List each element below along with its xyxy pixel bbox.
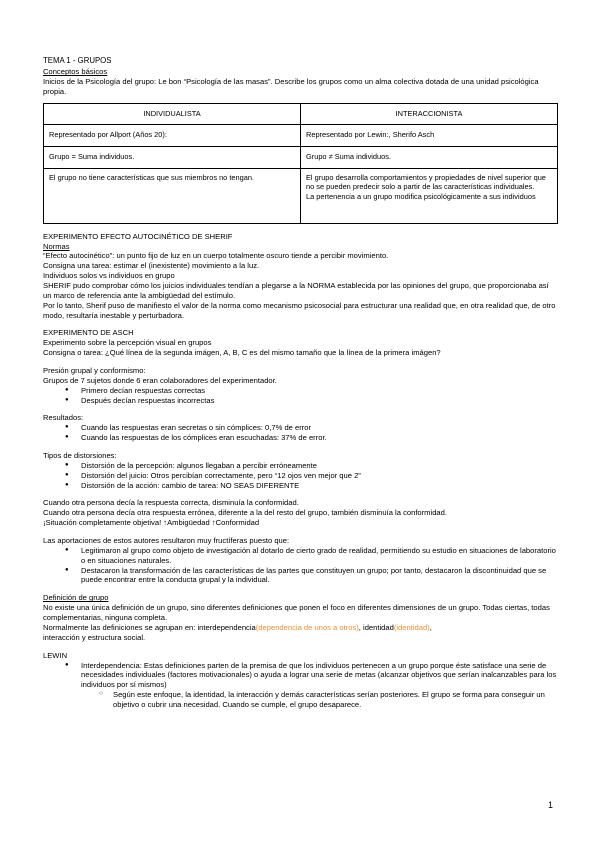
table-cell: El grupo desarrolla comportamientos y propiedades de nivel superior que no se pueden predecir solo a partir de las características individuales. La pertenencia a un grupo modifica psicológicamente a sus individuos (301, 168, 558, 223)
definicion-text2 (43, 623, 558, 633)
document-page (43, 56, 558, 710)
conceptos-text: Inicios de la Psicología del grupo: Le bon “Psicología de las masas”. Describe los grupos como un alma colectiva dotada de una unidad psicológica propia. (43, 76, 539, 96)
table-cell: El grupo no tiene características que sus miembros no tengan. (44, 168, 301, 223)
list-item: ● Legitimaron al grupo como objeto de investigación al dotarlo de cierto grado de realidad, permitiendo su estudio en situaciones de laboratorio o en situaciones naturales. (81, 546, 558, 566)
list-item: ● Después decían respuestas incorrectas (81, 396, 558, 406)
presion-heading: Presión grupal y conformismo: (43, 366, 146, 376)
resultados-list (43, 423, 558, 443)
definicion-text3: interacción y estructura social. (43, 632, 146, 642)
list-item: ● Distorsión de la percepción: algunos llegaban a percibir erróneamente (81, 461, 558, 471)
conclusion-line: ¡Situación completamente objetiva! ↑Ambigüedad ↑Conformidad (43, 518, 260, 528)
list-item: ● Distorsión de la acción: cambio de tarea: NO SEAS DIFERENTE (81, 481, 558, 491)
definicion-text2-c: , identidad (358, 622, 394, 632)
list-item: ● Distorsión del juicio: Otros percibían correctamente, pero “12 ojos ven mejor que 2” (81, 471, 558, 481)
asch-line: Consigna o tarea: ¿Qué línea de la segunda imágen, A, B, C es del mismo tamaño que la línea de la primera imágen? (43, 348, 441, 358)
table-cell: Grupo = Suma individuos. (44, 146, 301, 168)
list-item: ● Destacaron la transformación de las características de las partes que constituyen un grupo; por tanto, destacaron la discontinuidad que se puede encontrar entre la conducta grupal y la individual. (81, 566, 558, 586)
list-item: ● Cuando las respuestas de los cómplices eran escuchadas: 37% de error. (81, 433, 558, 443)
sherif-heading: EXPERIMENTO EFECTO AUTOCINÉTICO DE SHERIF (43, 231, 233, 241)
highlight-identidad: (identidad) (393, 622, 430, 632)
tipos-list (43, 461, 558, 491)
table-header-interaccionista: INTERACCIONISTA (301, 103, 558, 124)
resultados-heading: Resultados: (43, 413, 84, 423)
presion-text: Grupos de 7 sujetos donde 6 eran colaboradores del experimentador. (43, 375, 277, 385)
lewin-item-text: Interdependencia: Estas definiciones parten de la premisa de que los individuos pertenecen a un grupo porque éste satisface una serie de necesidades individuales (factores motivacionales) o ayuda a lograr una serie de metas (alcanzar objetivos que serían inalcanzables para los individuos por sí mismos) (81, 660, 557, 690)
definicion-heading: Definición de grupo (43, 593, 109, 603)
list-item (81, 661, 558, 710)
page-number: 1 (548, 800, 554, 810)
definicion-text: No existe una única definición de un grupo, sino diferentes definiciones que ponen el foco en diferentes dimensiones de un grupo. Todas ciertas, todas complementarias, ninguna completa. (43, 603, 550, 623)
sherif-line: Individuos solos vs individuos en grupo (43, 271, 175, 281)
table-cell: Grupo ≠ Suma individuos. (301, 146, 558, 168)
lewin-heading: LEWIN (43, 650, 68, 660)
list-item: ○ Según este enfoque, la identidad, la interacción y demás características serían posteriores. El grupo se forma para conseguir un objetivo o cubrir una necesidad. Cuando se cumple, el grupo desaparece. (113, 690, 558, 710)
highlight-dependencia: (dependencia de unos a otros) (255, 622, 359, 632)
document-title: TEMA 1 - GRUPOS (43, 56, 112, 65)
lewin-sublist (81, 690, 558, 710)
conclusion-line: Cuando otra persona decía otra respuesta errónea, diferente a la del resto del grupo, también disminuía la conformidad. (43, 508, 447, 518)
asch-line: Experimento sobre la percepción visual en grupos (43, 338, 212, 348)
definicion-text2-e: , (429, 622, 432, 632)
definicion-text2-a: Normalmente las definiciones se agrupan en: interdependencia (43, 622, 256, 632)
conclusion-line: Cuando otra persona decía la respuesta correcta, disminuía la conformidad. (43, 498, 299, 508)
table-cell: Representado por Allport (Años 20): (44, 124, 301, 146)
sherif-line: SHERIF pudo comprobar cómo los juicios individuales tendían a plegarse a la NORMA establecida por las opiniones del grupo, que proporcionaba así un marco de referencia ante la ambigüedad del estímulo. (43, 281, 549, 300)
sherif-line: Por lo tanto, Sherif puso de manifiesto el valor de la norma como mecanismo psicosocial para estructurar una realidad que, en otra realidad que, de otro modo, resultaría inestable y perturbadora. (43, 300, 556, 320)
tipos-heading: Tipos de distorsiones: (43, 451, 117, 461)
sherif-line: “Efecto autocinético”: un punto fijo de luz en un cuerpo totalmente oscuro tiende a percibir movimiento. (43, 251, 389, 261)
sherif-line: Consigna una tarea: estimar el (inexistente) movimiento a la luz. (43, 261, 260, 271)
aportaciones-list (43, 546, 558, 585)
list-item: ● Cuando las respuestas eran secretas o sin cómplices: 0,7% de error (81, 423, 558, 433)
presion-list (43, 386, 558, 406)
normas-heading: Normas (43, 241, 70, 251)
table-cell: Representado por Lewin:, Sherifo Asch (301, 124, 558, 146)
comparison-table (43, 103, 558, 224)
lewin-list (43, 661, 558, 710)
list-item: ● Primero decían respuestas correctas (81, 386, 558, 396)
table-header-individualista: INDIVIDUALISTA (44, 103, 301, 124)
conceptos-heading: Conceptos básicos (43, 67, 108, 77)
aportaciones-heading: Las aportaciones de estos autores resultaron muy fructíferas puesto que: (43, 536, 290, 546)
asch-heading: EXPERIMENTO DE ASCH (43, 328, 134, 338)
